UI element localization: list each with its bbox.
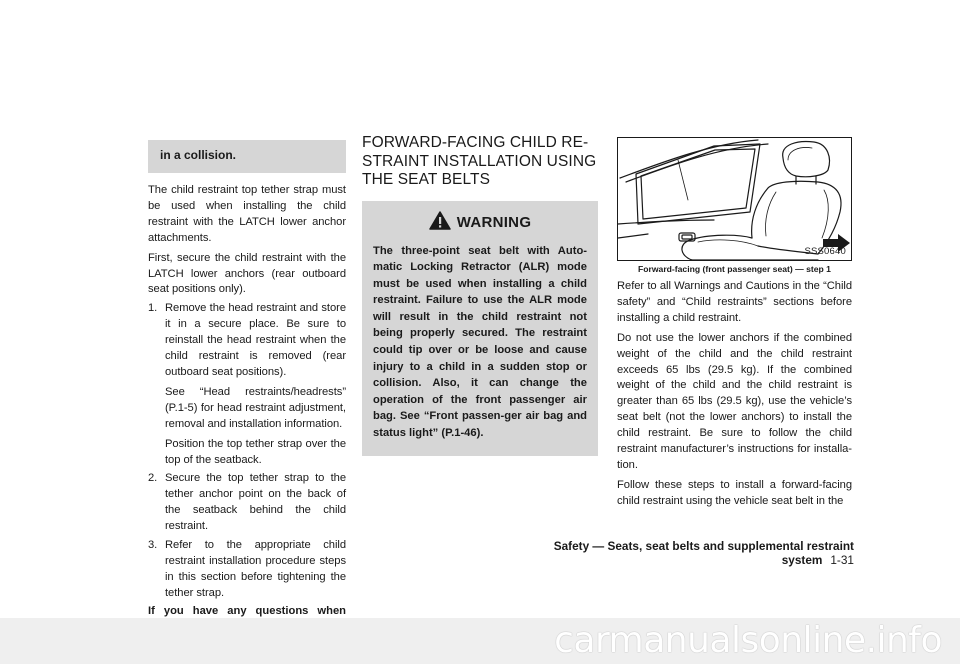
watermark-text: carmanualsonline.info xyxy=(554,620,942,661)
step-1-number: 1. xyxy=(148,302,158,315)
figure-caption: Forward-facing (front passenger seat) — step 1 xyxy=(638,264,831,274)
right-paragraph-2: Do not use the lower anchors if the combined weight of the child and the child restraint exceeds 65 lbs (29.5 kg). If the combined weight of the child and the child restraint is greater than 65 lbs (29.5 kg), use the vehicle’s seat belt (not the lower anchors) to install the child restraint. Be sure to follow the child restraint manufacturer’s instructions for installa-tion. xyxy=(617,331,852,471)
step-1-sub-2: Position the top tether strap over the top of the seatback. xyxy=(165,437,346,466)
intro-paragraph-2: First, secure the child restraint with the LATCH lower anchors (rear outboard seat positions only). xyxy=(148,251,346,296)
right-column xyxy=(617,137,852,510)
step-3-number: 3. xyxy=(148,539,158,552)
collision-note: in a collision. xyxy=(160,148,237,162)
step-2-number: 2. xyxy=(148,472,158,485)
step-3-text: Refer to the appropriate child restraint installation procedure steps in this section before tightening the tether strap. xyxy=(165,539,346,599)
watermark-band xyxy=(0,618,960,664)
step-1-text: Remove the head restraint and store it in a secure place. Be sure to reinstall the head restraint when the child restraint is removed (rear outboard seat positions). xyxy=(165,302,346,378)
warning-box xyxy=(362,201,598,456)
left-column xyxy=(148,140,346,651)
seat-illustration xyxy=(617,137,852,261)
step-2 xyxy=(148,471,346,535)
right-paragraph-1: Refer to all Warnings and Cautions in the “Child safety” and “Child restraints” sections before installing a child restraint. xyxy=(617,280,852,324)
step-3 xyxy=(148,538,346,602)
collision-note-box xyxy=(148,140,346,173)
footer-section-title: Safety — Seats, seat belts and supplemental restraint system xyxy=(553,539,854,567)
passenger-seat-drawing xyxy=(618,138,852,261)
figure-code: SSS0640 xyxy=(804,246,846,257)
section-title: FORWARD-FACING CHILD RE-STRAINT INSTALLATION USING THE SEAT BELTS xyxy=(362,134,597,188)
page-number: 1-31 xyxy=(830,553,854,567)
intro-paragraph-1: The child restraint top tether strap must be used when installing the child restraint with the LATCH lower anchor attachments. xyxy=(148,184,346,244)
right-paragraph-3: Follow these steps to install a forward-facing child restraint using the vehicle seat belt in the xyxy=(617,478,852,507)
warning-triangle-icon xyxy=(429,211,451,235)
middle-column xyxy=(362,134,598,456)
warning-text: The three-point seat belt with Auto-matic Locking Retractor (ALR) mode must be used when installing a child restraint. Failure to use the ALR mode will result in the child restraint not being properly secured. The restraint could tip over or be loose and cause injury to a child in a sudden stop or collision. Also, it can change the operation of the front passenger air bag. See “Front passen-ger air bag and status light” (P.1-46). xyxy=(373,244,587,440)
step-1 xyxy=(148,301,346,381)
page-footer xyxy=(494,539,854,567)
step-1-sub-1: See “Head restraints/headrests” (P.1-5) for head restraint adjustment, removal and installation information. xyxy=(165,385,346,430)
warning-title: WARNING xyxy=(456,214,532,231)
warning-header xyxy=(373,211,587,235)
dealer-note: If you have any questions when xyxy=(148,604,346,617)
step-2-text: Secure the top tether strap to the tether anchor point on the back of the seatback behind the child restraint. xyxy=(165,472,346,533)
steps-list xyxy=(148,301,346,601)
